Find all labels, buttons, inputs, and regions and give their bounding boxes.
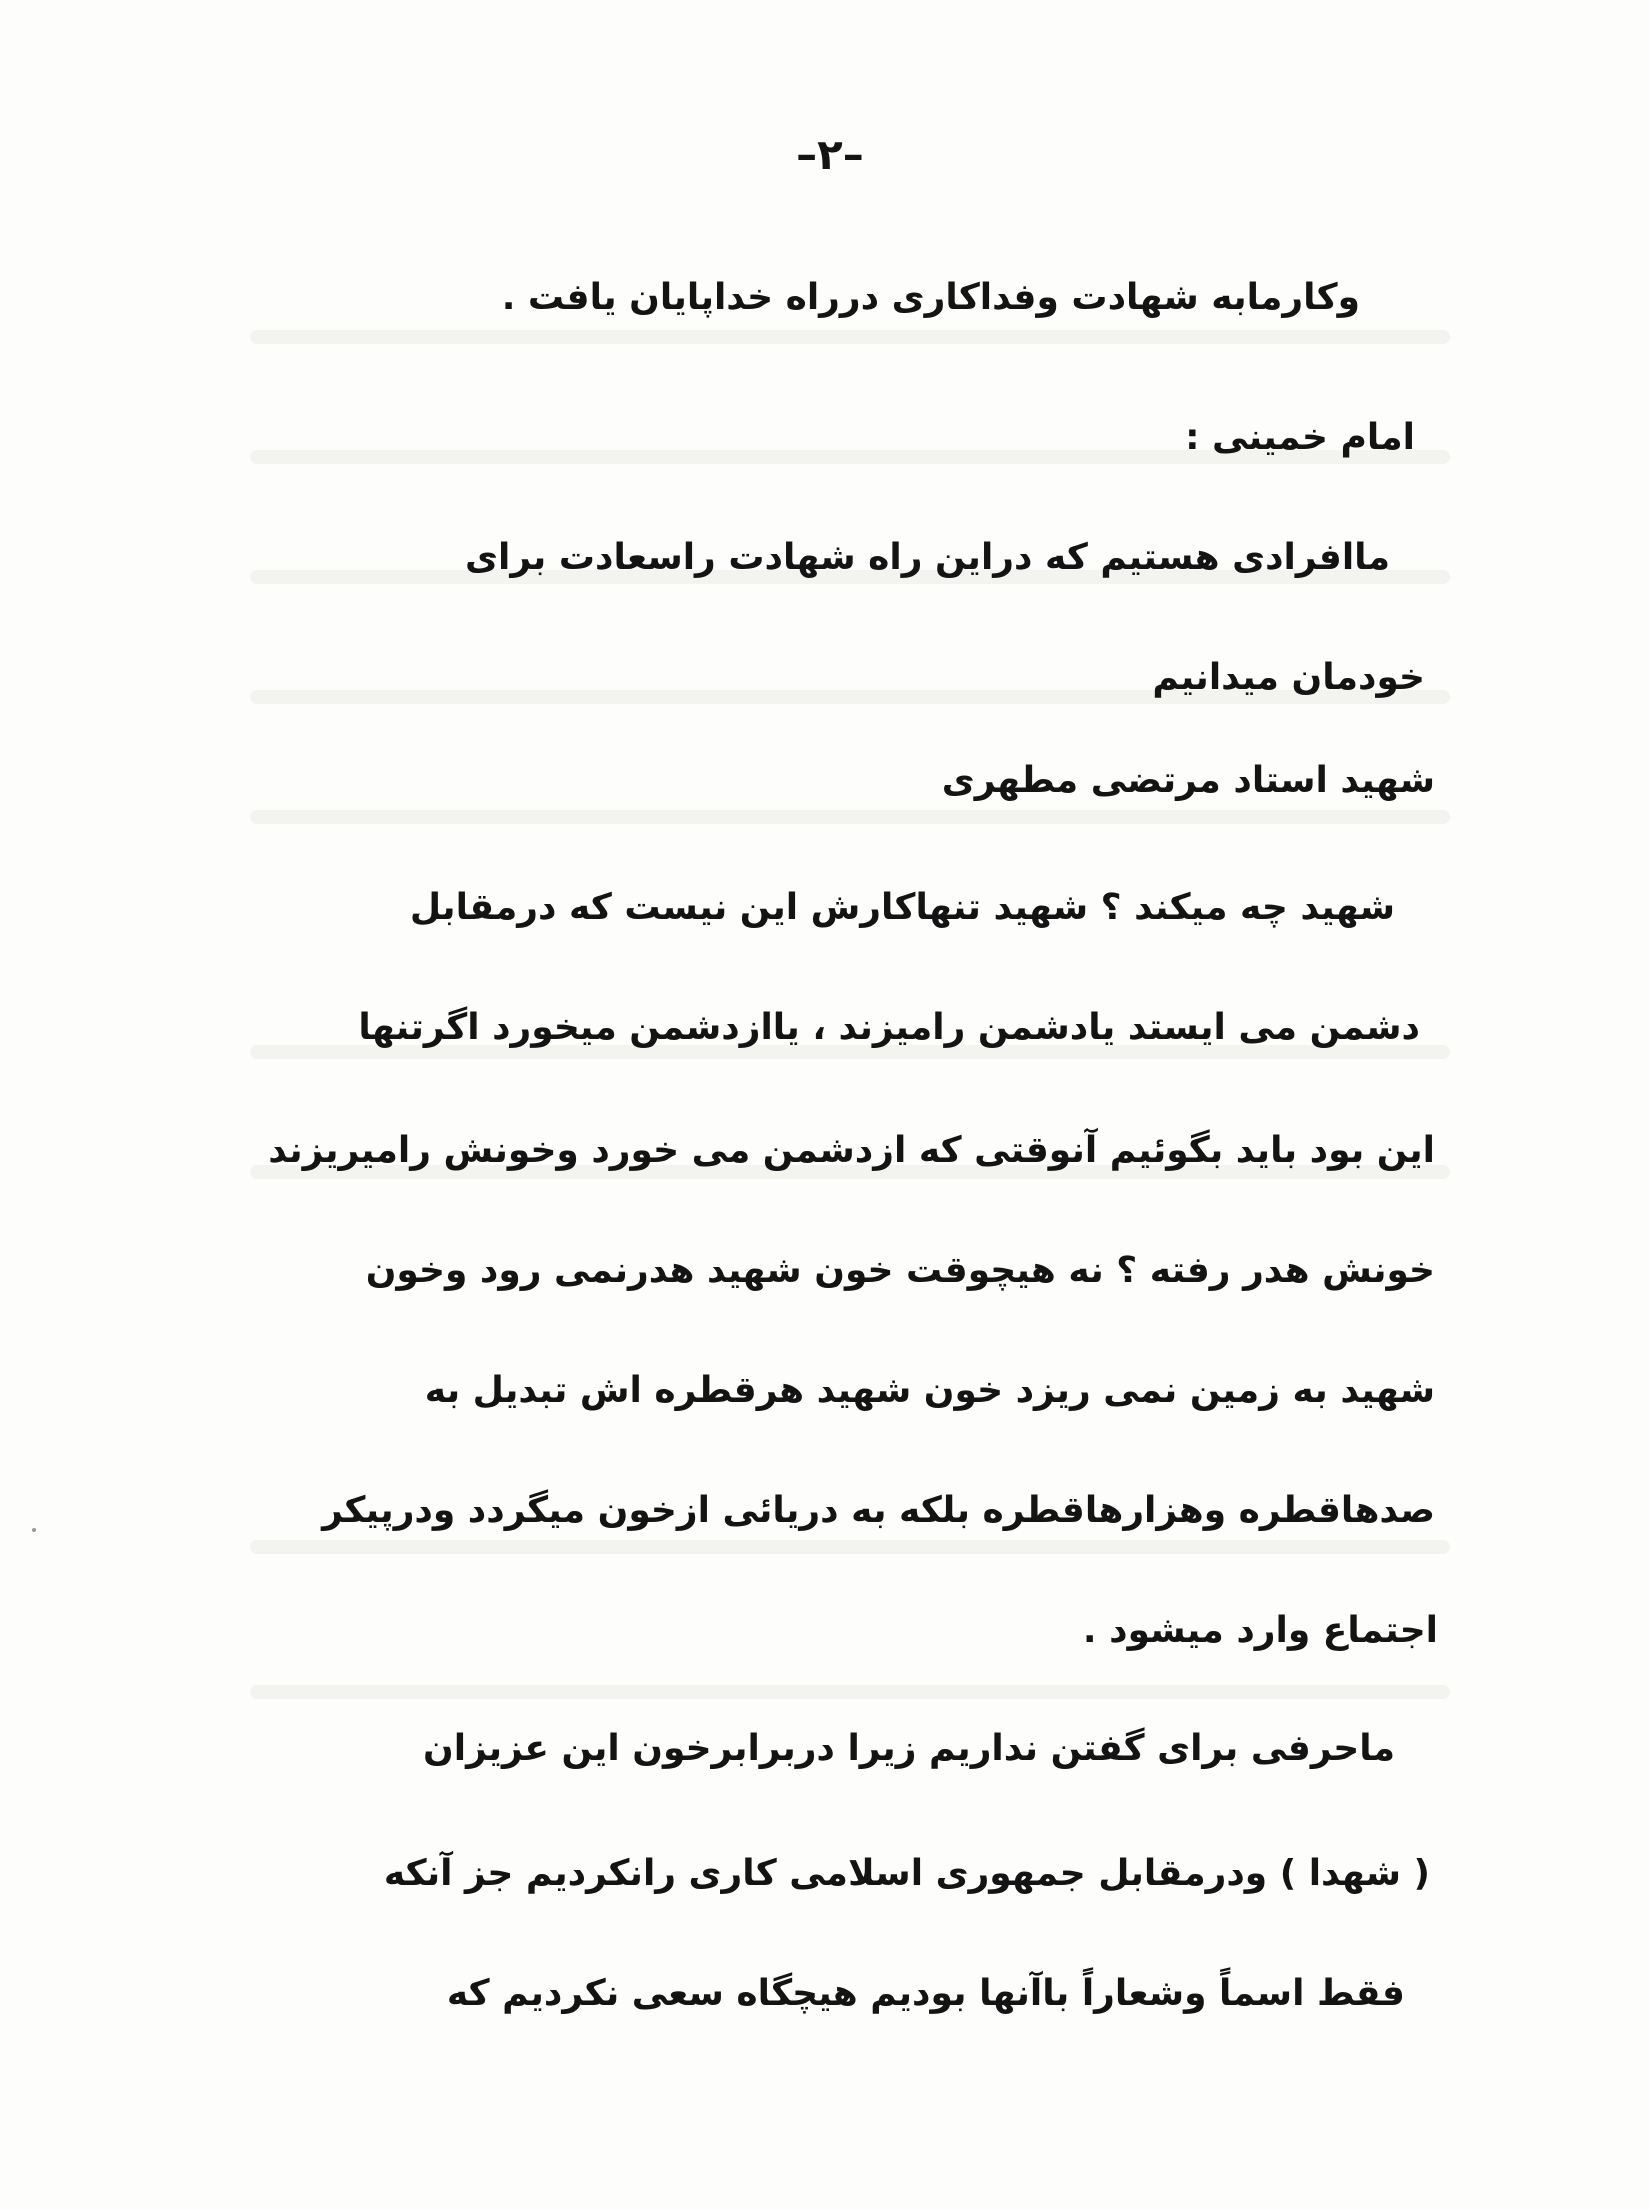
quote-line: شهید به زمین نمی ریزد خون شهید هرقطره اش تبدیل به bbox=[424, 1370, 1435, 1411]
speaker-heading: امام خمینی : bbox=[1185, 417, 1415, 458]
text-line: فقط اسماً وشعاراً باآنها بودیم هیچگاه سعی نکردیم که bbox=[446, 1973, 1405, 2014]
text-line: ( شهدا ) ودرمقابل جمهوری اسلامی کاری رانکردیم جز آنکه bbox=[383, 1853, 1430, 1894]
bleed-through-line bbox=[250, 1540, 1450, 1554]
quote-line: صدهاقطره وهزارهاقطره بلکه به دریائی ازخون میگردد ودرپیکر bbox=[322, 1490, 1435, 1531]
bleed-through-line bbox=[250, 330, 1450, 344]
quote-line: خودمان میدانیم bbox=[1152, 657, 1425, 698]
quote-line: این بود باید بگوئیم آنوقتی که ازدشمن می خورد وخونش رامیریزند bbox=[268, 1130, 1435, 1171]
quote-line: خونش هدر رفته ؟ نه هیچوقت خون شهید هدرنمی رود وخون bbox=[365, 1250, 1435, 1291]
text-line: ماحرفی برای گفتن نداریم زیرا دربرابرخون این عزیزان bbox=[423, 1728, 1395, 1769]
text-line: وکارمابه شهادت وفداکاری درراه خداپایان یافت . bbox=[501, 277, 1360, 318]
bleed-through-line bbox=[250, 1685, 1450, 1699]
quote-line: شهید چه میکند ؟ شهید تنهاکارش این نیست که درمقابل bbox=[409, 887, 1395, 928]
quote-line: دشمن می ایستد یادشمن رامیزند ، یاازدشمن میخورد اگرتنها bbox=[358, 1007, 1420, 1048]
page-number: –۲– bbox=[796, 130, 864, 179]
speaker-heading: شهید استاد مرتضی مطهری bbox=[941, 760, 1435, 801]
bleed-through-line bbox=[250, 810, 1450, 824]
quote-line: ماافرادی هستیم که دراین راه شهادت راسعادت برای bbox=[465, 537, 1390, 578]
scan-speck bbox=[32, 1528, 36, 1532]
quote-line: اجتماع وارد میشود . bbox=[1082, 1610, 1438, 1651]
